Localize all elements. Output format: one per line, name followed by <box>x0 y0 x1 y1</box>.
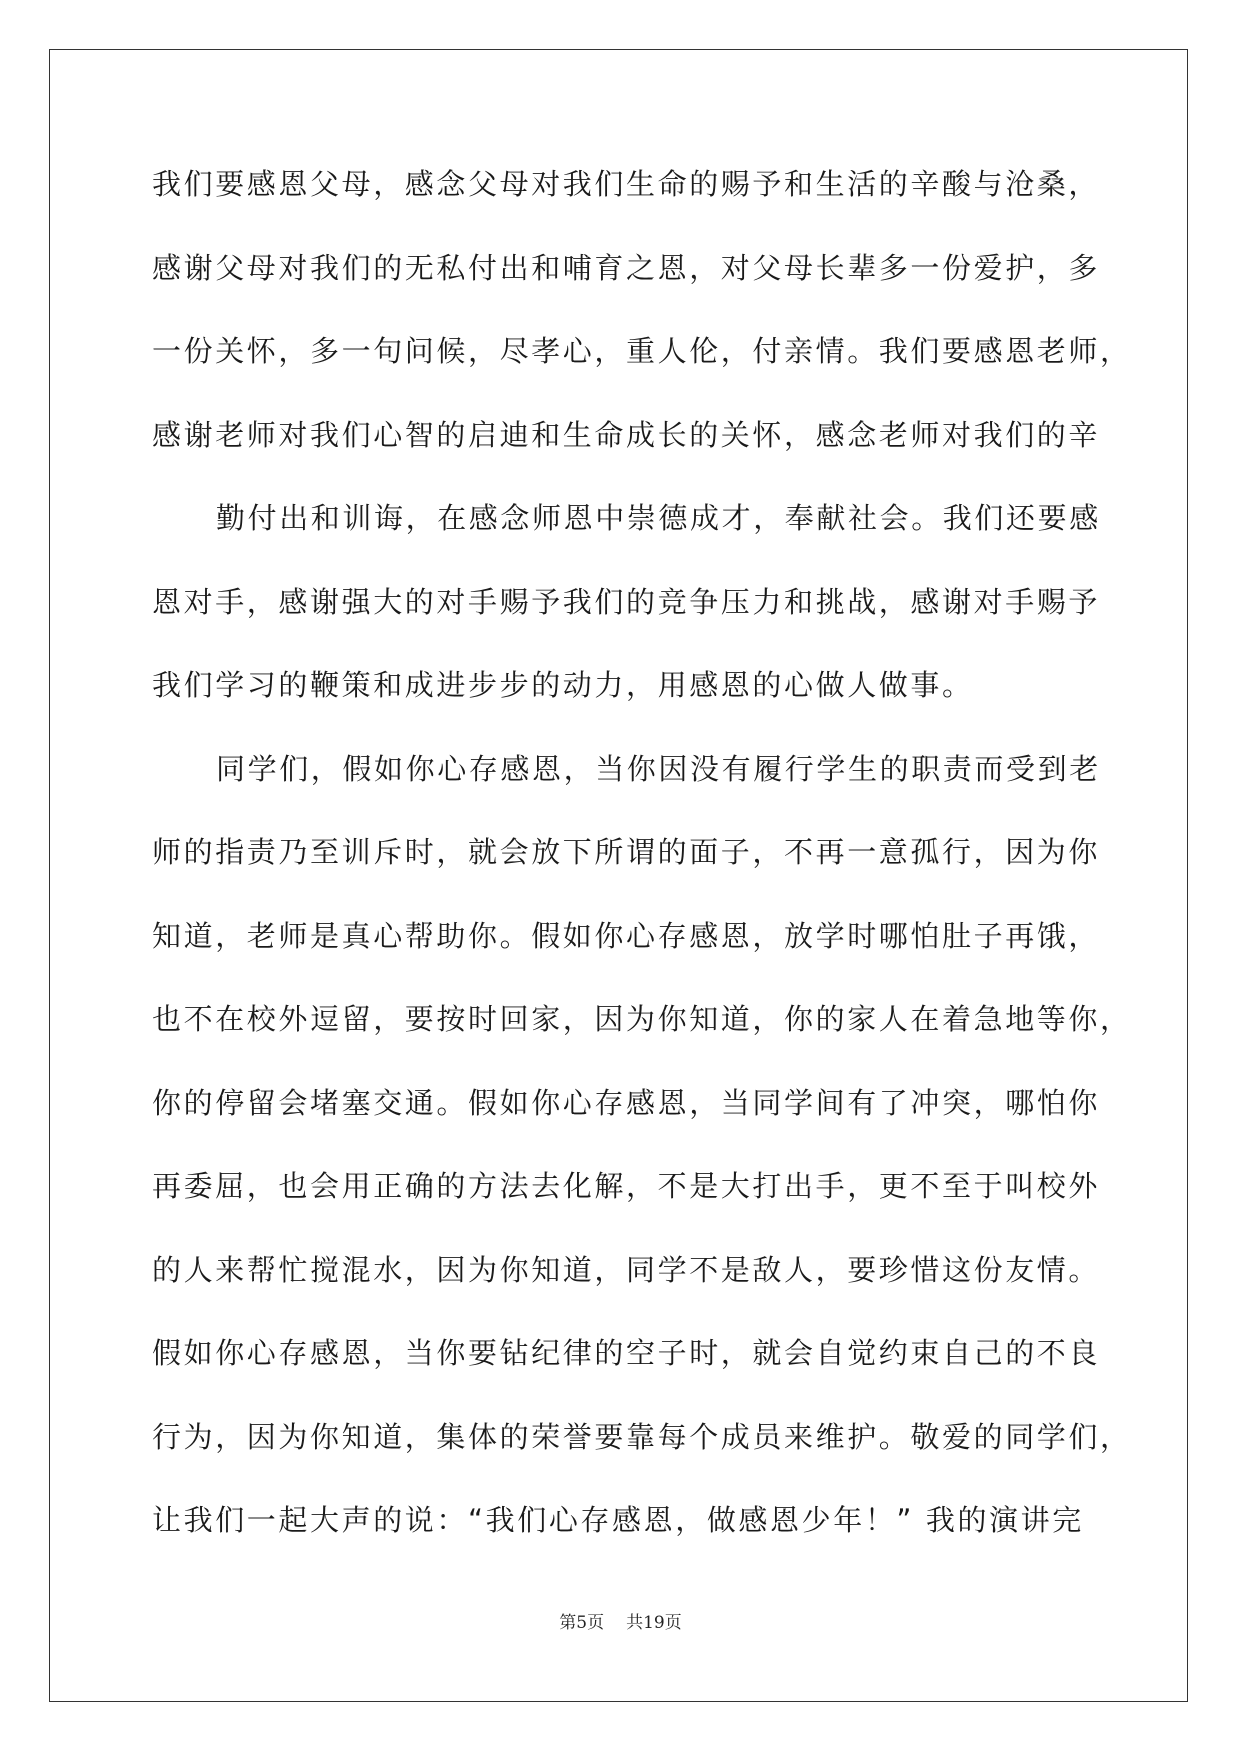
text-line: 行为，因为你知道，集体的荣誉要靠每个成员来维护。敬爱的同学们， <box>152 1419 1132 1454</box>
text-line: 你的停留会堵塞交通。假如你心存感恩，当同学间有了冲突，哪怕你 <box>152 1085 1101 1120</box>
text-line: 我们要感恩父母，感念父母对我们生命的赐予和生活的辛酸与沧桑， <box>152 167 1101 201</box>
page-number: 第5页 <box>559 1613 605 1633</box>
document-body <box>152 159 1132 1579</box>
text-line: 感谢父母对我们的无私付出和哺育之恩，对父母长辈多一份爱护，多 <box>152 250 1101 285</box>
paragraph-start-line: 同学们，假如你心存感恩，当你因没有履行学生的职责而受到老 <box>216 751 1101 786</box>
paragraph-start-line: 勤付出和训诲，在感念师恩中崇德成才，奉献社会。我们还要感 <box>216 501 1101 535</box>
text-line: 感谢老师对我们心智的启迪和生命成长的关怀，感念老师对我们的辛 <box>152 417 1101 452</box>
text-line: 也不在校外逗留，要按时回家，因为你知道，你的家人在着急地等你， <box>152 1002 1132 1036</box>
page-footer <box>0 1612 1241 1634</box>
text-line: 我们学习的鞭策和成进步步的动力，用感恩的心做人做事。 <box>152 668 974 702</box>
text-line: 让我们一起大声的说：“我们心存感恩，做感恩少年！” 我的演讲完 <box>152 1503 1084 1537</box>
text-line: 知道，老师是真心帮助你。假如你心存感恩，放学时哪怕肚子再饿， <box>152 918 1101 953</box>
text-line: 再委屈，也会用正确的方法去化解，不是大打出手，更不至于叫校外 <box>152 1169 1101 1203</box>
text-line: 一份关怀，多一句问候，尽孝心，重人伦，付亲情。我们要感恩老师， <box>152 334 1132 368</box>
text-line: 师的指责乃至训斥时，就会放下所谓的面子，不再一意孤行，因为你 <box>152 835 1101 869</box>
page-total: 共19页 <box>626 1613 682 1633</box>
text-line: 恩对手，感谢强大的对手赐予我们的竞争压力和挑战，感谢对手赐予 <box>152 584 1101 619</box>
text-line: 的人来帮忙搅混水，因为你知道，同学不是敌人，要珍惜这份友情。 <box>152 1252 1101 1287</box>
text-line: 假如你心存感恩，当你要钻纪律的空子时，就会自觉约束自己的不良 <box>152 1336 1101 1370</box>
